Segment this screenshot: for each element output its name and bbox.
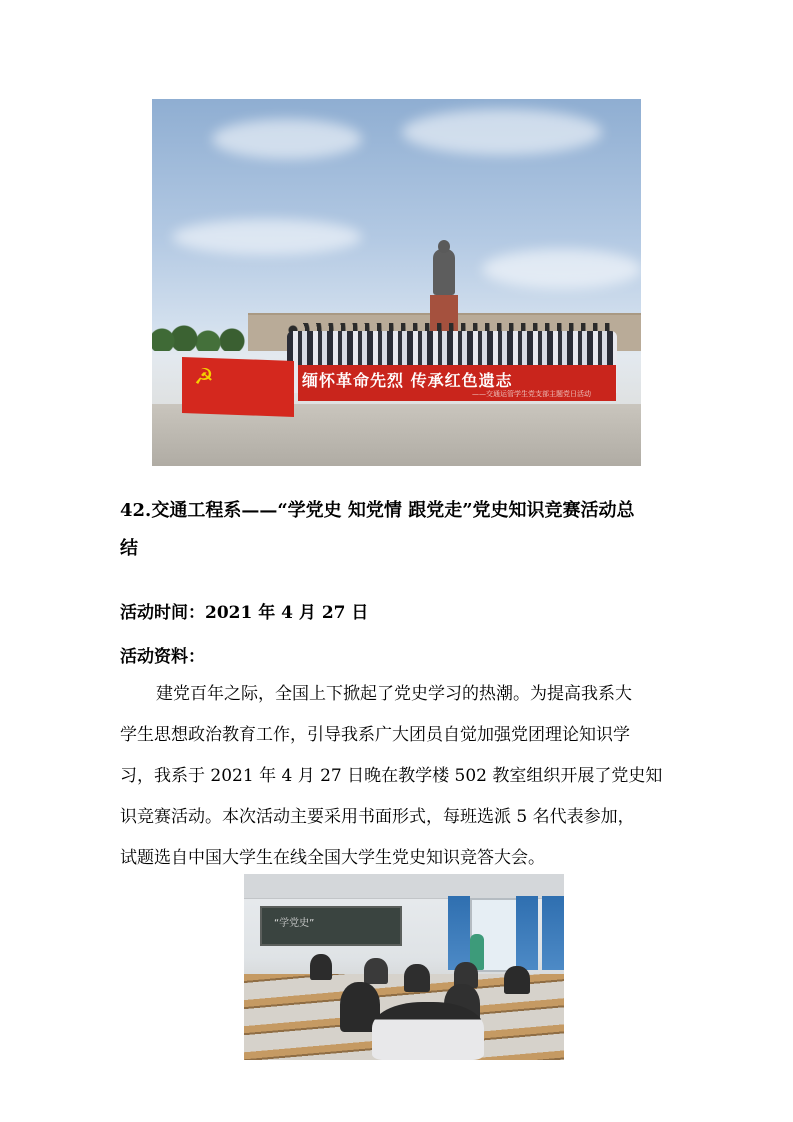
banner-text: 缅怀革命先烈 传承红色遗志 [302,371,513,390]
activity-materials-label: 活动资料： [120,647,205,667]
hammer-sickle-icon: ☭ [194,365,214,390]
paragraph-line: 学生思想政治教育工作，引导我系广大团员自觉加强党团理论知识学 [120,725,630,745]
memorial-group-photo [152,99,641,466]
paragraph-line: 建党百年之际，全国上下掀起了党史学习的热潮。为提高我系大 [156,684,632,704]
student-foreground [372,1002,484,1060]
classroom-quiz-photo [244,874,564,1060]
heading-line-2: 结 [120,538,138,559]
activity-time: 活动时间：2021 年 4 月 27 日 [120,603,369,623]
blackboard-text: “学党史” [274,918,315,929]
section-heading [120,492,680,568]
paragraph-line: 识竞赛活动。本次活动主要采用书面形式，每班选派 5 名代表参加， [120,807,635,827]
activity-description [120,674,680,879]
paragraph-line: 试题选自中国大学生在线全国大学生党史知识竞答大会。 [120,848,545,868]
trees [152,321,262,351]
heading-line-1: 42.交通工程系——“学党史 知党情 跟党走”党史知识竞赛活动总 [120,500,635,521]
window-curtain [448,896,470,970]
paragraph-line: 习，我系于 2021 年 4 月 27 日晚在教学楼 502 教室组织开展了党史知 [120,766,663,786]
window-curtain [516,896,538,970]
banner-subtext: ——交通运管学生党支部主题党日活动 [472,390,591,398]
window-curtain [542,896,564,970]
statue [433,249,455,295]
